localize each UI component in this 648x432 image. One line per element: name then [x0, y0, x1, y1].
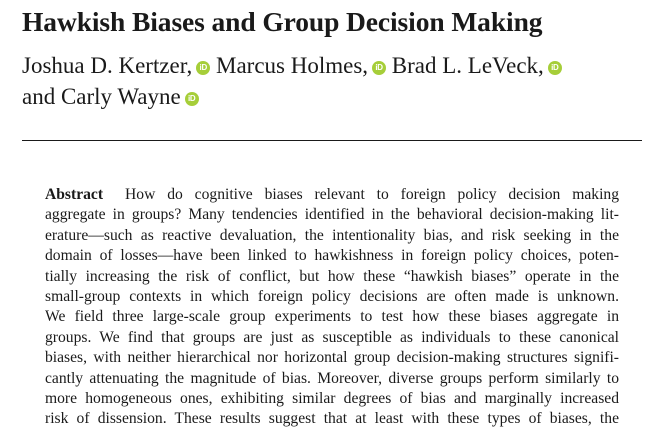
abstract-line: groups. We find that groups are just as susceptible as individuals to these canonical	[45, 328, 619, 346]
abstract-line: We field three large-scale group experiments to test how these biases aggregate in	[45, 308, 619, 326]
paper-title: Hawkish Biases and Group Decision Making	[22, 6, 543, 37]
abstract-line: risk of dissension. These results suggest that at least with these types of biases, the	[45, 410, 619, 428]
abstract-line: biases, with neither hierarchical nor horizontal group decision-making structures signifi-	[45, 349, 619, 367]
author-line-2	[22, 81, 648, 112]
abstract-line: cantly attenuating the magnitude of bias. Moreover, diverse groups perform similarly to	[45, 369, 619, 387]
abstract-line: Abstract How do cognitive biases relevant to foreign policy decision making	[45, 186, 619, 203]
author-name[interactable]: Brad L. LeVeck,	[391, 53, 544, 78]
abstract-line: aggregate in groups? Many tendencies identified in the behavioral decision-making lit-	[45, 206, 619, 224]
abstract-line: more homogeneous ones, exhibiting similar degrees of bias and marginally increased	[45, 390, 619, 408]
orcid-icon[interactable]: iD	[372, 61, 386, 75]
abstract	[45, 185, 619, 430]
author-name[interactable]: Marcus Holmes,	[216, 53, 369, 78]
author-line-1	[22, 50, 648, 81]
abstract-line: tially increasing the risk of conflict, but how these “hawkish biases” operate in the	[45, 267, 619, 285]
abstract-line: small-group contexts in which foreign policy decisions are often made is unknown.	[45, 288, 619, 306]
author-name[interactable]: Joshua D. Kertzer,	[22, 53, 193, 78]
orcid-icon[interactable]: iD	[185, 92, 199, 106]
author-list	[22, 50, 648, 112]
title-divider	[22, 140, 642, 141]
abstract-line: erature—such as reactive devaluation, the intentionality bias, and risk seeking in the	[45, 226, 619, 244]
abstract-label: Abstract	[45, 186, 104, 203]
abstract-line: domain of losses—have been linked to hawkishness in foreign policy choices, poten-	[45, 247, 619, 265]
orcid-icon[interactable]: iD	[548, 61, 562, 75]
author-name[interactable]: and Carly Wayne	[22, 84, 181, 109]
orcid-icon[interactable]: iD	[196, 61, 210, 75]
